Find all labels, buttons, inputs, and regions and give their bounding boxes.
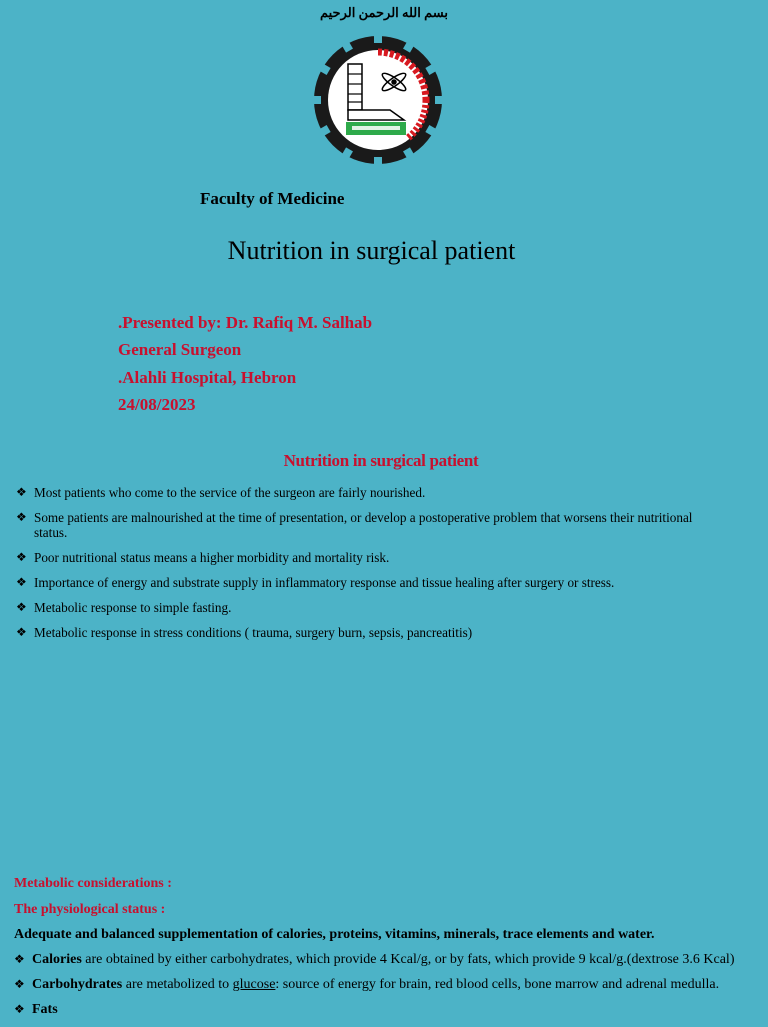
diamond-bullet-icon: ❖ — [16, 625, 27, 639]
section-heading: Nutrition in surgical patient — [283, 451, 479, 470]
physiological-status-label: The physiological status : — [14, 902, 166, 917]
list-item — [14, 977, 754, 992]
carbohydrates-text-end: : source of energy for brain, red blood cells, bone marrow and adrenal medulla. — [275, 977, 720, 992]
presenter-name: .Presented by: Dr. Rafiq M. Salhab — [118, 313, 373, 332]
diamond-bullet-icon: ❖ — [16, 510, 27, 524]
list-item-text: Metabolic response in stress conditions ( trauma, surgery burn, sepsis, pancreatitis) — [34, 625, 473, 640]
diamond-bullet-icon: ❖ — [14, 1002, 25, 1016]
list-item-text: Metabolic response to simple fasting. — [34, 600, 232, 615]
faculty-name: Faculty of Medicine — [200, 189, 345, 208]
diamond-bullet-icon: ❖ — [16, 550, 27, 564]
list-item — [16, 510, 706, 540]
metabolic-bullet-list — [14, 952, 754, 1027]
list-item — [16, 575, 706, 590]
page-title: Nutrition in surgical patient — [227, 236, 516, 265]
logo-banner-text — [352, 126, 400, 130]
fats-term: Fats — [32, 1002, 58, 1017]
diamond-bullet-icon: ❖ — [14, 977, 25, 991]
basmala: بسم الله الرحمن الرحيم — [319, 5, 448, 20]
university-logo — [312, 34, 444, 166]
list-item-text: Most patients who come to the service of the surgeon are fairly nourished. — [34, 485, 426, 500]
list-item — [16, 550, 706, 565]
carbohydrates-text: are metabolized to — [122, 977, 233, 992]
list-item — [14, 1002, 754, 1017]
metabolic-considerations-label: Metabolic considerations : — [14, 876, 172, 891]
diamond-bullet-icon: ❖ — [16, 485, 27, 499]
diamond-bullet-icon: ❖ — [16, 575, 27, 589]
list-item — [14, 952, 754, 967]
logo-graphic — [312, 34, 444, 166]
carbohydrates-term: Carbohydrates — [32, 977, 123, 992]
list-item-text: Importance of energy and substrate supply in inflammatory response and tissue healing after surgery or stress. — [34, 575, 615, 590]
presenter-role: General Surgeon — [118, 340, 242, 359]
adequate-supplementation-text: Adequate and balanced supplementation of calories, proteins, vitamins, minerals, trace elements and water. — [14, 927, 655, 942]
list-item-text: Some patients are malnourished at the time of presentation, or develop a postoperative problem that worsens their nutritional status. — [34, 510, 693, 540]
intro-bullet-list — [16, 485, 706, 650]
list-item — [16, 600, 706, 615]
diamond-bullet-icon: ❖ — [14, 952, 25, 966]
diamond-bullet-icon: ❖ — [16, 600, 27, 614]
glucose-term: glucose — [232, 977, 276, 992]
list-item-text: Poor nutritional status means a higher morbidity and mortality risk. — [34, 550, 390, 565]
calories-text: are obtained by either carbohydrates, which provide 4 Kcal/g, or by fats, which provide 9 kcal/g.(dextrose 3.6 Kcal) — [81, 952, 735, 967]
calories-term: Calories — [32, 952, 82, 967]
presenter-hospital: .Alahli Hospital, Hebron — [118, 368, 297, 387]
presentation-date: 24/08/2023 — [118, 395, 196, 414]
list-item — [16, 485, 706, 500]
list-item — [16, 625, 706, 640]
